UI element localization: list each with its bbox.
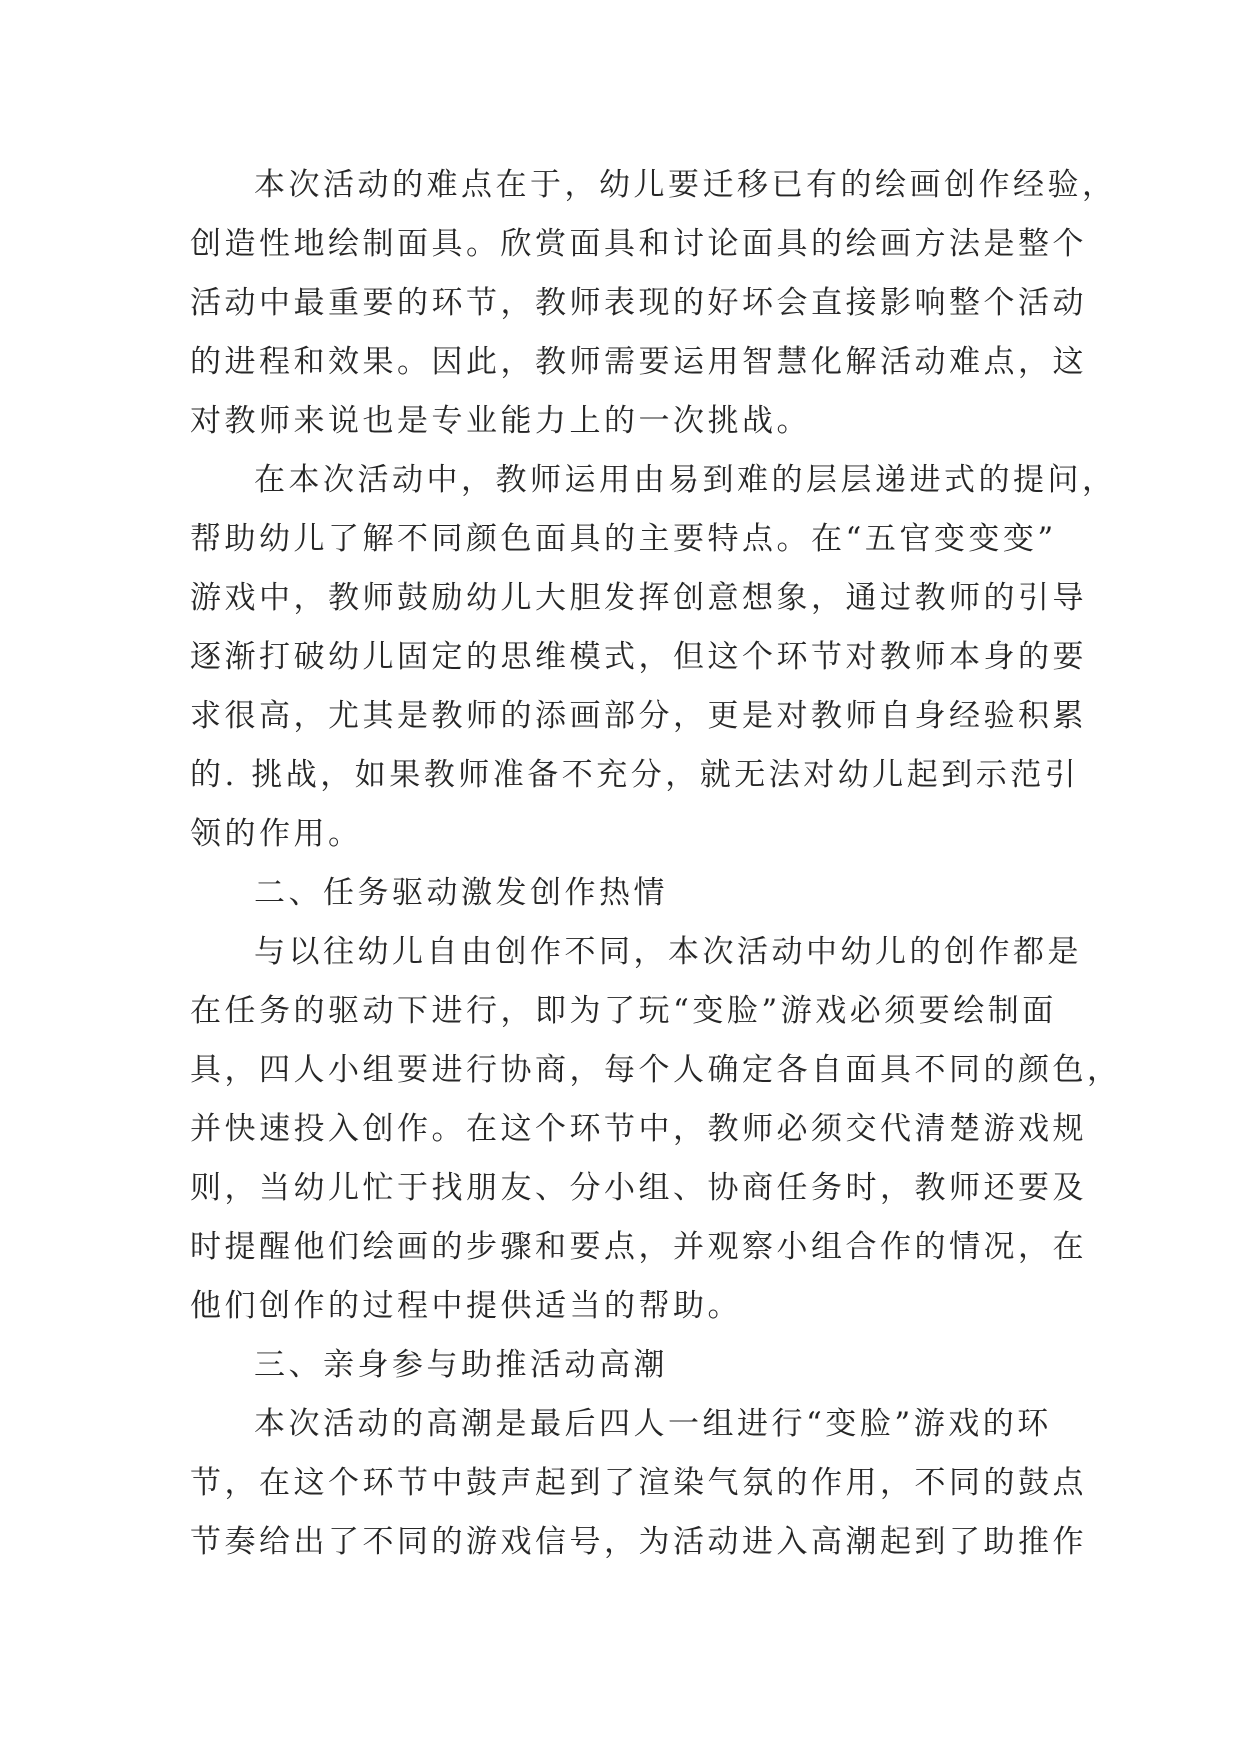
text-line: 在任务的驱动下进行，即为了玩“变脸”游戏必须要绘制面 — [190, 993, 1057, 1029]
text-line: 具，四人小组要进行协商，每个人确定各自面具不同的颜色， — [190, 1052, 1122, 1088]
text-line: 游戏中，教师鼓励幼儿大胆发挥创意想象，通过教师的引导 — [190, 580, 1087, 616]
text-line: 在本次活动中，教师运用由易到难的层层递进式的提问， — [254, 462, 1117, 498]
text-line: 节奏给出了不同的游戏信号，为活动进入高潮起到了助推作 — [190, 1524, 1087, 1560]
text-line: 活动中最重要的环节，教师表现的好坏会直接影响整个活动 — [190, 285, 1087, 321]
text-line: 时提醒他们绘画的步骤和要点，并观察小组合作的情况，在 — [190, 1229, 1087, 1265]
text-line: 逐渐打破幼儿固定的思维模式，但这个环节对教师本身的要 — [190, 639, 1087, 675]
text-line: 的进程和效果。因此，教师需要运用智慧化解活动难点，这 — [190, 344, 1087, 380]
text-line: 的. 挑战，如果教师准备不充分，就无法对幼儿起到示范引 — [190, 757, 1080, 793]
body-text — [190, 156, 1122, 1572]
text-line: 领的作用。 — [190, 816, 363, 852]
text-line: 求很高，尤其是教师的添画部分，更是对教师自身经验积累 — [190, 698, 1087, 734]
text-line: 节，在这个环节中鼓声起到了渲染气氛的作用，不同的鼓点 — [190, 1465, 1087, 1501]
text-line: 本次活动的难点在于，幼儿要迁移已有的绘画创作经验， — [254, 167, 1117, 203]
text-line: 他们创作的过程中提供适当的帮助。 — [190, 1288, 742, 1324]
text-line: 与以往幼儿自由创作不同，本次活动中幼儿的创作都是 — [254, 934, 1082, 970]
text-line: 对教师来说也是专业能力上的一次挑战。 — [190, 403, 811, 439]
text-line: 帮助幼儿了解不同颜色面具的主要特点。在“五官变变变” — [190, 521, 1057, 557]
text-line: 本次活动的高潮是最后四人一组进行“变脸”游戏的环 — [254, 1406, 1052, 1442]
text-line: 二、任务驱动激发创作热情 — [254, 875, 668, 911]
text-line: 创造性地绘制面具。欣赏面具和讨论面具的绘画方法是整个 — [190, 226, 1087, 262]
text-line: 并快速投入创作。在这个环节中，教师必须交代清楚游戏规 — [190, 1111, 1087, 1147]
text-line: 三、亲身参与助推活动高潮 — [254, 1347, 668, 1383]
text-line: 则，当幼儿忙于找朋友、分小组、协商任务时，教师还要及 — [190, 1170, 1087, 1206]
